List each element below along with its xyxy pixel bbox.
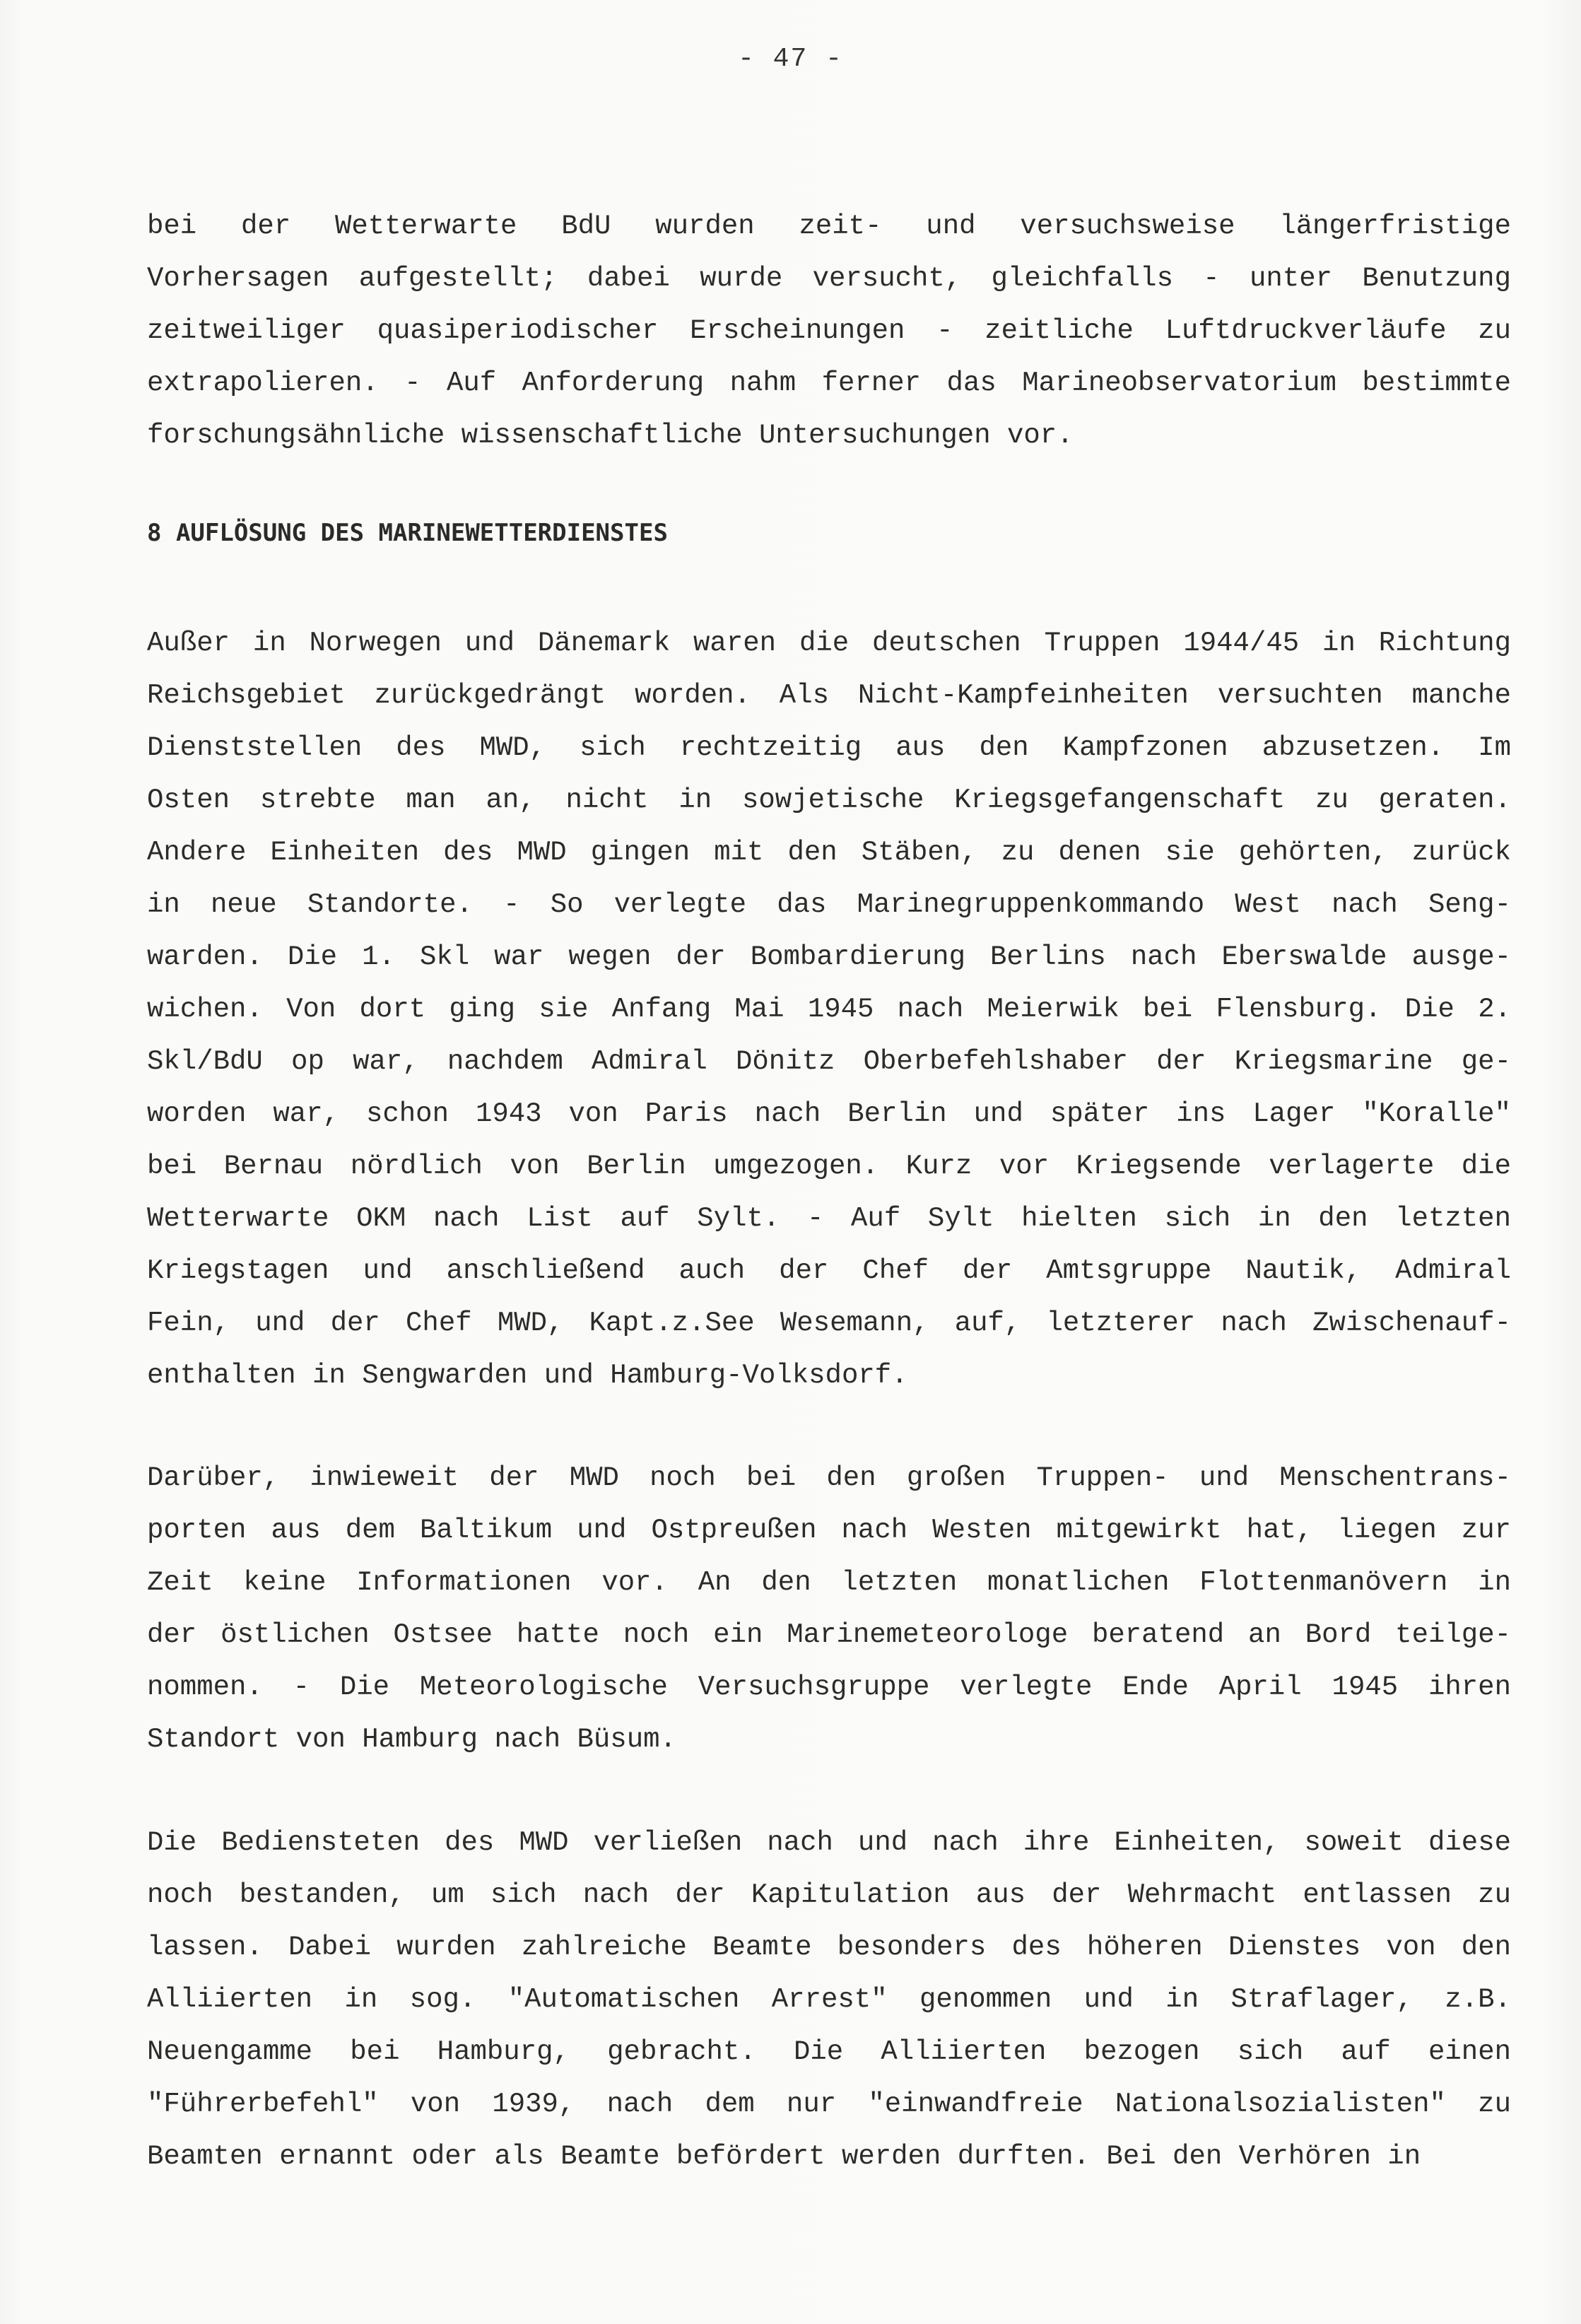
text-line: Andere Einheiten des MWD gingen mit den Stäben, zu denen sie gehörten, zurück: [147, 837, 1511, 868]
text-line: Skl/BdU op war, nachdem Admiral Dönitz Oberbefehlshaber der Kriegsmarine ge-: [147, 1046, 1511, 1077]
text-line: worden war, schon 1943 von Paris nach Berlin und später ins Lager "Koralle": [147, 1098, 1511, 1129]
text-line: Zeit keine Informationen vor. An den letzten monatlichen Flottenmanövern in: [147, 1567, 1511, 1598]
text-line: Außer in Norwegen und Dänemark waren die deutschen Truppen 1944/45 in Richtung: [147, 628, 1511, 659]
text-line: bei Bernau nördlich von Berlin umgezogen. Kurz vor Kriegsende verlagerte die: [147, 1151, 1511, 1182]
text-line: Darüber, inwieweit der MWD noch bei den großen Truppen- und Menschentrans-: [147, 1462, 1511, 1493]
text-line: Beamten ernannt oder als Beamte befördert werden durften. Bei den Verhören in: [147, 2141, 1421, 2172]
text-line: bei der Wetterwarte BdU wurden zeit- und versuchsweise längerfristige: [147, 211, 1511, 242]
text-line: forschungsähnliche wissenschaftliche Untersuchungen vor.: [147, 420, 1074, 451]
text-line: "Führerbefehl" von 1939, nach dem nur "einwandfreie Nationalsozialisten" zu: [147, 2089, 1511, 2120]
paragraph-4: [147, 1817, 1511, 2183]
text-line: Osten strebte man an, nicht in sowjetische Kriegsgefangenschaft zu geraten.: [147, 785, 1511, 816]
text-line: noch bestanden, um sich nach der Kapitulation aus der Wehrmacht entlassen zu: [147, 1879, 1511, 1911]
text-line: Die Bediensteten des MWD verließen nach und nach ihre Einheiten, soweit diese: [147, 1827, 1511, 1858]
text-line: Dienststellen des MWD, sich rechtzeitig aus den Kampfzonen abzusetzen. Im: [147, 732, 1511, 763]
text-line: Alliierten in sog. "Automatischen Arrest" genommen und in Straflager, z.B.: [147, 1984, 1511, 2015]
paragraph-1: [147, 200, 1511, 462]
text-line: Reichsgebiet zurückgedrängt worden. Als Nicht-Kampfeinheiten versuchten manche: [147, 680, 1511, 711]
text-line: enthalten in Sengwarden und Hamburg-Volksdorf.: [147, 1360, 908, 1391]
text-line: Wetterwarte OKM nach List auf Sylt. - Auf Sylt hielten sich in den letzten: [147, 1203, 1511, 1234]
text-line: warden. Die 1. Skl war wegen der Bombardierung Berlins nach Eberswalde ausge-: [147, 941, 1511, 973]
text-line: Standort von Hamburg nach Büsum.: [147, 1724, 676, 1755]
text-line: in neue Standorte. - So verlegte das Marinegruppenkommando West nach Seng-: [147, 889, 1511, 920]
text-line: Kriegstagen und anschließend auch der Chef der Amtsgruppe Nautik, Admiral: [147, 1255, 1511, 1286]
text-line: Vorhersagen aufgestellt; dabei wurde versucht, gleichfalls - unter Benutzung: [147, 263, 1511, 294]
text-line: zeitweiliger quasiperiodischer Erscheinungen - zeitliche Luftdruckverläufe zu: [147, 315, 1511, 346]
text-line: der östlichen Ostsee hatte noch ein Marinemeteorologe beratend an Bord teilge-: [147, 1619, 1511, 1650]
text-line: nommen. - Die Meteorologische Versuchsgruppe verlegte Ende April 1945 ihren: [147, 1672, 1511, 1703]
text-line: lassen. Dabei wurden zahlreiche Beamte besonders des höheren Dienstes von den: [147, 1932, 1511, 1963]
text-line: porten aus dem Baltikum und Ostpreußen nach Westen mitgewirkt hat, liegen zur: [147, 1515, 1511, 1546]
text-line: wichen. Von dort ging sie Anfang Mai 1945 nach Meierwik bei Flensburg. Die 2.: [147, 994, 1511, 1025]
paragraph-2: [147, 617, 1511, 1402]
section-heading: 8 AUFLÖSUNG DES MARINEWETTERDIENSTES: [147, 519, 668, 547]
text-line: Fein, und der Chef MWD, Kapt.z.See Wesemann, auf, letzterer nach Zwischenauf-: [147, 1308, 1511, 1339]
text-line: extrapolieren. - Auf Anforderung nahm ferner das Marineobservatorium bestimmte: [147, 368, 1511, 399]
paragraph-3: [147, 1452, 1511, 1766]
text-line: Neuengamme bei Hamburg, gebracht. Die Alliierten bezogen sich auf einen: [147, 2036, 1511, 2067]
page-number: - 47 -: [738, 44, 843, 74]
